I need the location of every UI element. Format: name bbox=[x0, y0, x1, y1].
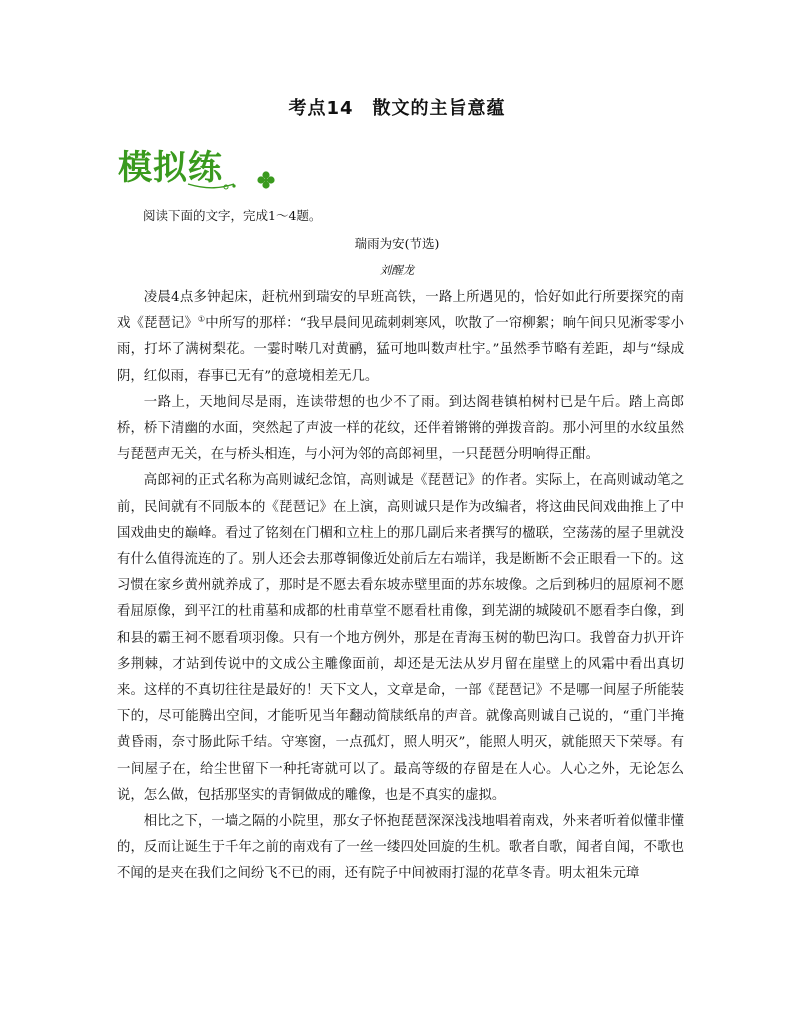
paragraph: 一路上，天地间尽是雨，连读带想的也少不了雨。到达阁巷镇柏树村已是午后。踏上高郎桥，桥下清幽的水面，突然起了声波一样的花纹，还伴着锵锵的弹拨音韵。那小河里的水纹虽然与琵琶声无关，在与桥头相连，与小河为邻的高郎祠里，一只琵琶分明响得正酣。 bbox=[117, 394, 684, 463]
logo-text: 模拟练 bbox=[118, 148, 223, 188]
article-author: 刘醒龙 bbox=[379, 263, 415, 277]
article-body bbox=[117, 285, 684, 888]
paragraph: 高郎祠的正式名称为高则诚纪念馆，高则诚是《琵琶记》的作者。实际上，在高则诚动笔之前，民间就有不同版本的《琵琶记》在上演，高则诚只是作为改编者，将这曲民间戏曲推上了中国戏曲史的巅峰。看过了铭刻在门楣和立柱上的那几副后来者撰写的楹联，空荡荡的屋子里就没有什么值得流连的了。别人还会去那尊铜像近处前后左右端详，我是断断不会正眼看一下的。这习惯在家乡黄州就养成了，那时是不愿去看东坡赤壁里面的苏东坡像。之后到秭归的屈原祠不愿看屈原像，到平江的杜甫墓和成都的杜甫草堂不愿看杜甫像，到芜湖的城陵矶不愿看李白像，到和县的霸王祠不愿看项羽像。只有一个地方例外，那是在青海玉树的勒巴沟口。我曾奋力扒开许多荆棘，才站到传说中的文成公主雕像面前，却还是无法从岁月留在崖壁上的风霜中看出真切来。这样的不真切往往是最好的！天下文人，文章是命，一部《琵琶记》不是哪一间屋子所能装下的，尽可能腾出空间，才能听见当年翻动简牍纸帛的声音。就像高则诚自己说的，“重门半掩黄昏雨，奈寸肠此际千结。守寒窗，一点孤灯，照人明灭”，能照人明灭，就能照天下荣辱。有一间屋子在，给尘世留下一种托寄就可以了。最高等级的存留是在人心。人心之外，无论怎么说，怎么做，包括那坚实的青铜做成的雕像，也是不真实的虚拟。 bbox=[117, 473, 684, 803]
page-title: 考点14 散文的主旨意蕴 bbox=[288, 98, 506, 119]
paragraph-text: 凌晨4点多钟起床，赶杭州到瑞安的早班高铁，一路上所遇见的，恰好如此行所要探究的南戏《琵琶记》 bbox=[117, 290, 684, 332]
paragraph bbox=[117, 285, 684, 390]
paragraph-text: 中所写的那样：“我早晨间见疏刺刺寒风，吹散了一帘柳絮；晌午间只见淅零零小雨，打坏了满树梨花。一霎时啭几对黄鹂，猛可地叫数声杜宇。”虽然季节略有差距，却与“绿成阴，红似雨，春事已无有”的意境相差无几。 bbox=[117, 316, 685, 384]
practice-logo bbox=[118, 140, 278, 196]
article-title: 瑞雨为安(节选) bbox=[354, 236, 440, 251]
logo-vine-icon bbox=[118, 140, 278, 196]
paragraph: 相比之下，一墙之隔的小院里，那女子怀抱琵琶深深浅浅地唱着南戏，外来者听着似懂非懂的，反而让诞生于千年之前的南戏有了一丝一缕四处回旋的生机。歌者自歌，闻者自闻，不歌也不闻的是夹在我们之间纷飞不已的雨，还有院子中间被雨打湿的花草冬青。明太祖朱元璋 bbox=[117, 814, 684, 882]
instruction-text: 阅读下面的文字，完成1～4题。 bbox=[143, 208, 322, 223]
footnote-mark: ① bbox=[197, 314, 206, 324]
